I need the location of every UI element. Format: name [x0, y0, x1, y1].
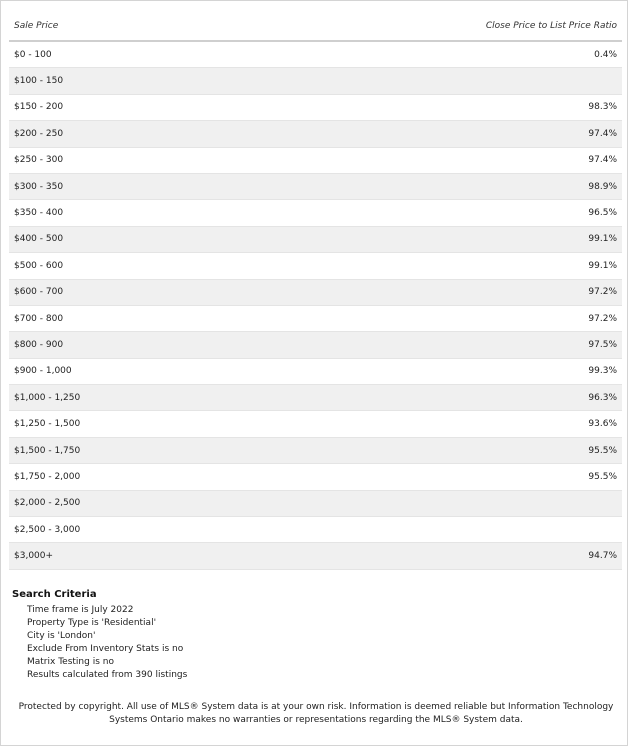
sale-price-cell: $500 - 600 [14, 260, 64, 271]
sale-price-cell: $300 - 350 [14, 181, 64, 192]
ratio-cell: 0.4% [594, 49, 617, 60]
ratio-cell: 97.4% [588, 155, 617, 166]
table-row [9, 280, 622, 306]
ratio-cell: 99.1% [588, 260, 617, 271]
table-row [9, 148, 622, 174]
ratio-cell: 97.4% [588, 128, 617, 139]
sale-price-cell: $1,250 - 1,500 [14, 419, 81, 430]
table-row [9, 253, 622, 279]
search-criteria-title: Search Criteria [12, 589, 97, 600]
criteria-item: Results calculated from 390 listings [27, 670, 188, 680]
table-body [9, 42, 622, 570]
sale-price-cell: $250 - 300 [14, 155, 64, 166]
criteria-item: Time frame is July 2022 [27, 605, 134, 615]
sale-price-cell: $200 - 250 [14, 128, 64, 139]
criteria-item: City is 'London' [27, 631, 96, 641]
table-row [9, 68, 622, 94]
sale-price-header: Sale Price [14, 20, 59, 31]
sale-price-cell: $1,750 - 2,000 [14, 471, 81, 482]
table-row [9, 121, 622, 147]
sale-price-cell: $700 - 800 [14, 313, 64, 324]
table-row [9, 491, 622, 517]
copyright-line-2: Systems Ontario makes no warranties or representations regarding the MLS® System data. [109, 715, 523, 725]
ratio-cell: 97.2% [588, 313, 617, 324]
table-row [9, 174, 622, 200]
copyright-line-1: Protected by copyright. All use of MLS® System data is at your own risk. Information is deemed reliable but Information Technology [18, 702, 614, 712]
table-row [9, 332, 622, 358]
table-row [9, 95, 622, 121]
sale-price-cell: $150 - 200 [14, 102, 64, 113]
sale-price-cell: $1,000 - 1,250 [14, 392, 81, 403]
sale-price-cell: $900 - 1,000 [14, 366, 72, 377]
sale-price-cell: $800 - 900 [14, 339, 64, 350]
table-row [9, 200, 622, 226]
table-row [9, 464, 622, 490]
sale-price-cell: $400 - 500 [14, 234, 64, 245]
sale-price-cell: $1,500 - 1,750 [14, 445, 81, 456]
ratio-cell: 98.3% [588, 102, 617, 113]
ratio-cell: 98.9% [588, 181, 617, 192]
table-row [9, 543, 622, 569]
ratio-cell: 95.5% [588, 471, 617, 482]
ratio-cell: 94.7% [588, 551, 617, 562]
table-row [9, 517, 622, 543]
table-row [9, 385, 622, 411]
table-row [9, 411, 622, 437]
table-header [9, 11, 622, 42]
ratio-header: Close Price to List Price Ratio [485, 20, 617, 31]
search-criteria-list [27, 604, 187, 682]
ratio-cell: 93.6% [588, 419, 617, 430]
sale-price-cell: $600 - 700 [14, 287, 64, 298]
sale-price-cell: $350 - 400 [14, 208, 64, 219]
sale-price-cell: $2,000 - 2,500 [14, 498, 81, 509]
criteria-item: Matrix Testing is no [27, 657, 114, 667]
table-row [9, 438, 622, 464]
ratio-cell: 97.5% [588, 339, 617, 350]
ratio-cell: 99.3% [588, 366, 617, 377]
ratio-cell: 96.3% [588, 392, 617, 403]
sale-price-cell: $3,000+ [14, 551, 54, 562]
ratio-cell: 97.2% [588, 287, 617, 298]
criteria-item: Exclude From Inventory Stats is no [27, 644, 184, 654]
price-ratio-table [9, 11, 622, 570]
search-criteria [12, 589, 187, 682]
table-row [9, 359, 622, 385]
table-row [9, 227, 622, 253]
sale-price-cell: $0 - 100 [14, 49, 52, 60]
criteria-item: Property Type is 'Residential' [27, 618, 157, 628]
ratio-cell: 96.5% [588, 208, 617, 219]
copyright-notice [11, 701, 621, 727]
table-row [9, 306, 622, 332]
table-row [9, 42, 622, 68]
sale-price-cell: $100 - 150 [14, 76, 64, 87]
ratio-cell: 99.1% [588, 234, 617, 245]
ratio-cell: 95.5% [588, 445, 617, 456]
sale-price-cell: $2,500 - 3,000 [14, 524, 81, 535]
